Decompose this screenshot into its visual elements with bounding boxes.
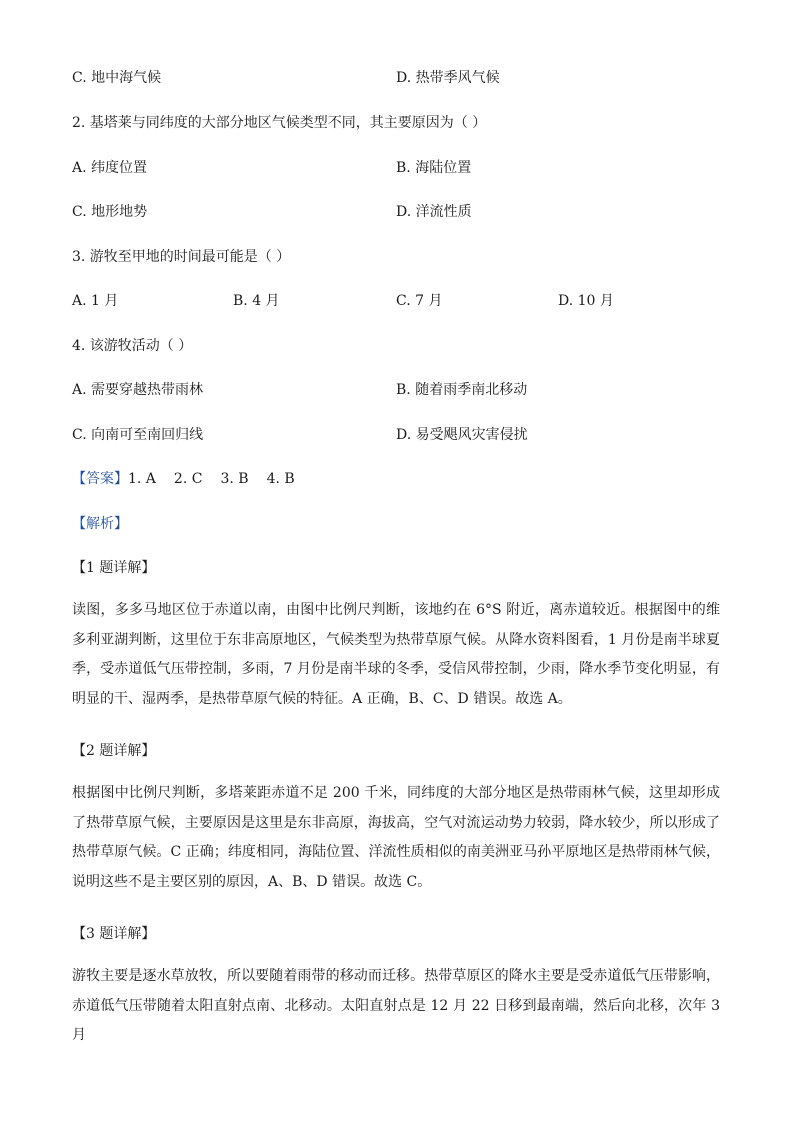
q4-option-c: C. 向南可至南回归线 [72,427,204,443]
answer-1: 1. A [128,471,156,487]
q2-option-c: C. 地形地势 [72,204,148,220]
q2-option-d: D. 洋流性质 [396,204,472,220]
answer-3: 3. B [220,471,249,487]
detail3-text: 游牧主要是逐水草放牧，所以要随着雨带的移动而迁移。热带草原区的降水主要是受赤道低气压带影响，赤道低气压带随着太阳直射点南、北移动。太阳直射点是 12 月 22 日移到最南端，然后向北移，次年 3 月 [72,968,720,1043]
q3-option-d: D. 10 月 [558,293,614,309]
detail2-text: 根据图中比例尺判断，多塔莱距赤道不足 200 千米，同纬度的大部分地区是热带雨林气候，这里却形成了热带草原气候，主要原因是这里是东非高原，海拔高，空气对流运动势力较弱，降水较少，所以形成了热带草原气候。C 正确；纬度相同，海陆位置、洋流性质相似的南美洲亚马孙平原地区是热带雨林气候，说明这些不是主要区别的原因，A、B、D 错误。故选 C。 [72,785,720,890]
answer-label: 【答案】 [72,471,128,487]
detail2-title: 【2 题详解】 [72,743,156,759]
answer-line [72,468,313,488]
q3-stem: 3. 游牧至甲地的时间最可能是（ ） [72,249,291,265]
q2-stem: 2. 基塔莱与同纬度的大部分地区气候类型不同，其主要原因为（ ） [72,115,487,131]
detail3-title: 【3 题详解】 [72,926,156,942]
answer-2: 2. C [173,471,203,487]
q4-stem: 4. 该游牧活动（ ） [72,338,193,354]
q4-option-b: B. 随着雨季南北移动 [396,382,528,398]
analysis-label: 【解析】 [72,516,128,532]
q3-option-b: B. 4 月 [233,293,280,309]
q3-option-c: C. 7 月 [396,293,443,309]
q1-option-c: C. 地中海气候 [72,70,162,86]
q3-option-a: A. 1 月 [72,293,119,309]
q4-option-d: D. 易受飓风灾害侵扰 [396,427,528,443]
answer-4: 4. B [266,471,295,487]
detail1-text: 读图，多多马地区位于赤道以南，由图中比例尺判断，该地约在 6°S 附近，离赤道较近。根据图中的维多利亚湖判断，这里位于东非高原地区，气候类型为热带草原气候。从降水资料图看，1 月份是南半球夏季，受赤道低气压带控制，多雨，7 月份是南半球的冬季，受信风带控制，少雨，降水季节变化明显，有明显的干、湿两季，是热带草原气候的特征。A 正确，B、C、D 错误。故选 A。 [72,602,720,707]
q1-option-d: D. 热带季风气候 [396,70,500,86]
detail1-title: 【1 题详解】 [72,560,156,576]
q2-option-a: A. 纬度位置 [72,160,148,176]
q2-option-b: B. 海陆位置 [396,160,472,176]
q4-option-a: A. 需要穿越热带雨林 [72,382,204,398]
